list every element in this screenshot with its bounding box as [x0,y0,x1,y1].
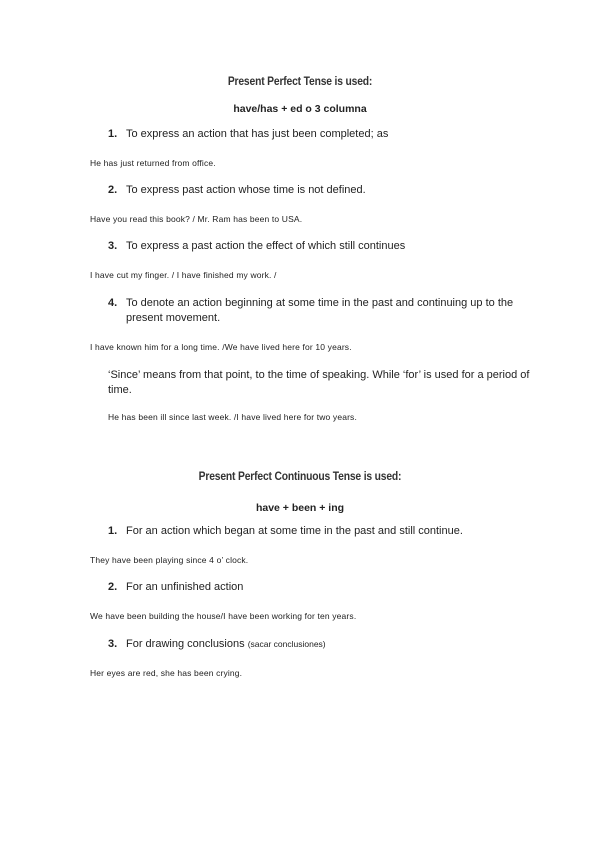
item-translation: (sacar conclusiones) [247,639,326,649]
item-text: To express past action whose time is not defined. [126,184,366,196]
item-text: To express an action that has just been completed; as [126,128,389,140]
item-text: For drawing conclusions [126,638,245,650]
item-number: 2. [108,581,118,593]
section2-example-1: They have been playing since 4 o’ clock. [90,555,249,565]
item-number: 3. [108,240,118,252]
since-for-note: ‘Since’ means from that point, to the time of speaking. While ‘for’ is used for a period of time. [108,369,530,396]
since-for-example: He has been ill since last week. /I have lived here for two years. [108,412,357,422]
section1-item-3 [108,239,405,254]
section1-item-2 [108,183,366,198]
section2-title: Present Perfect Continuous Tense is used: [198,469,402,483]
section2-formula: have + been + ing [255,502,345,514]
item-number: 3. [108,638,118,650]
section2-item-3 [108,637,326,652]
section2-item-1 [108,524,463,539]
section1-example-1: He has just returned from office. [90,158,216,168]
section1-item-1 [108,127,388,142]
section1-example-2: Have you read this book? / Mr. Ram has been to USA. [90,214,303,224]
section1-title: Present Perfect Tense is used: [227,74,373,88]
section1-formula: have/has + ed o 3 columna [233,103,367,115]
item-number: 1. [108,128,118,140]
item-number: 1. [108,525,118,537]
section2-example-3: Her eyes are red, she has been crying. [90,668,243,678]
item-text: For an action which began at some time in the past and still continue. [126,525,463,537]
section1-item-4 [108,296,528,326]
section1-example-4: I have known him for a long time. /We have lived here for 10 years. [90,342,352,352]
section2-example-2: We have been building the house/I have been working for ten years. [90,611,357,621]
section1-example-3: I have cut my finger. / I have finished my work. / [90,270,277,280]
item-number: 4. [108,297,118,309]
section2-item-2 [108,580,243,595]
item-text: To express a past action the effect of which still continues [126,240,406,252]
item-text: To denote an action beginning at some time in the past and continuing up to the present movement. [126,297,514,324]
item-text: For an unfinished action [126,581,244,593]
item-number: 2. [108,184,118,196]
